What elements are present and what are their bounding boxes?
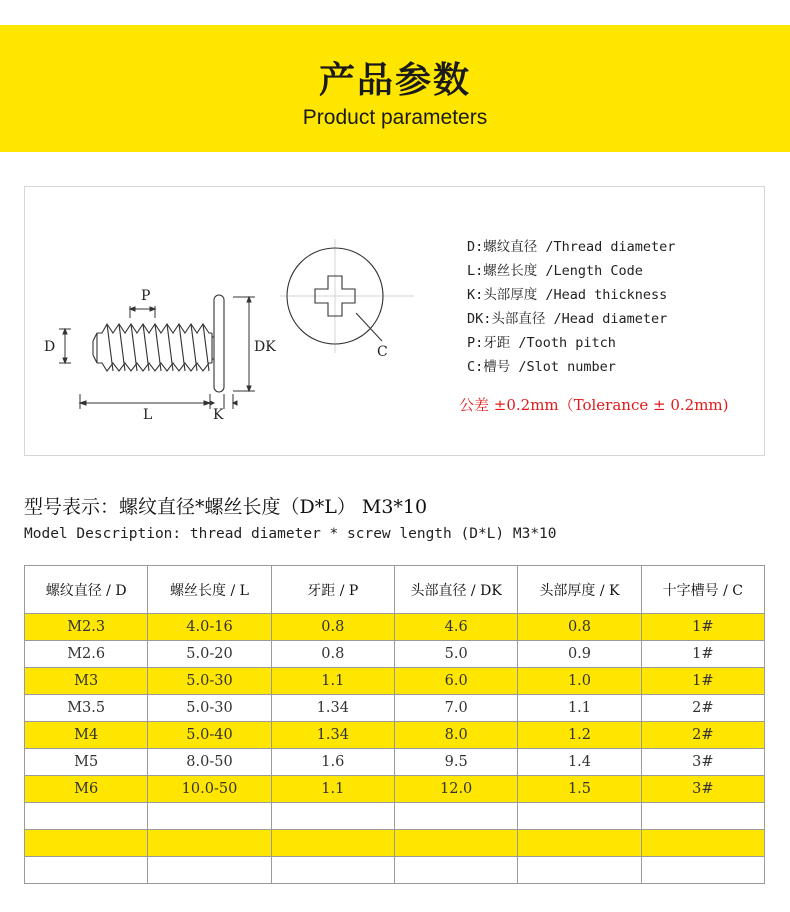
table-cell: M6 — [25, 776, 148, 803]
screw-side-view — [93, 295, 224, 392]
label-c: C — [377, 344, 388, 360]
table-cell: 1.1 — [271, 776, 394, 803]
table-cell: 2# — [641, 695, 764, 722]
table-cell: 1.6 — [271, 749, 394, 776]
table-cell — [394, 857, 517, 884]
table-cell — [271, 830, 394, 857]
model-description-cn: 型号表示：螺纹直径*螺丝长度（D*L） M3*10 — [24, 496, 428, 518]
column-header: 螺纹直径 / D — [25, 566, 148, 614]
table-cell: 9.5 — [394, 749, 517, 776]
tolerance-note: 公差 ±0.2mm（Tolerance ± 0.2mm) — [459, 396, 729, 414]
table-row — [25, 749, 765, 776]
column-header: 螺丝长度 / L — [148, 566, 271, 614]
table-cell — [641, 830, 764, 857]
table-cell: 3# — [641, 776, 764, 803]
screw-diagram-panel — [24, 186, 765, 456]
table-row — [25, 668, 765, 695]
table-cell: 5.0-20 — [148, 641, 271, 668]
table-cell: 5.0 — [394, 641, 517, 668]
table-cell: 3# — [641, 749, 764, 776]
table-cell: 1.4 — [518, 749, 641, 776]
label-k: K — [213, 407, 224, 423]
table-cell: 4.6 — [394, 614, 517, 641]
table-header-row — [25, 566, 765, 614]
table-cell — [518, 803, 641, 830]
table-cell: M3.5 — [25, 695, 148, 722]
table-cell — [25, 857, 148, 884]
table-cell — [641, 803, 764, 830]
legend-item: K:头部厚度 /Head thickness — [467, 287, 668, 303]
table-row — [25, 614, 765, 641]
table-cell: 8.0 — [394, 722, 517, 749]
table-cell: 1# — [641, 641, 764, 668]
table-cell: 1.2 — [518, 722, 641, 749]
table-cell: 1# — [641, 668, 764, 695]
column-header: 头部厚度 / K — [518, 566, 641, 614]
table-cell: 5.0-30 — [148, 695, 271, 722]
table-cell — [148, 803, 271, 830]
table-row — [25, 722, 765, 749]
table-cell: 5.0-30 — [148, 668, 271, 695]
table-cell — [271, 857, 394, 884]
legend-item: D:螺纹直径 /Thread diameter — [467, 239, 676, 255]
page-subtitle: Product parameters — [302, 106, 488, 129]
table-cell: 0.8 — [271, 614, 394, 641]
legend-item: C:槽号 /Slot number — [467, 359, 616, 375]
table-cell: 0.8 — [271, 641, 394, 668]
table-body — [25, 614, 765, 884]
table-cell: 8.0-50 — [148, 749, 271, 776]
table-cell — [518, 830, 641, 857]
column-header: 头部直径 / DK — [394, 566, 517, 614]
table-cell: 10.0-50 — [148, 776, 271, 803]
table-cell: M4 — [25, 722, 148, 749]
table-cell: 6.0 — [394, 668, 517, 695]
table-cell — [25, 803, 148, 830]
table-cell — [148, 830, 271, 857]
table-row — [25, 803, 765, 830]
table-row — [25, 776, 765, 803]
spec-table — [24, 565, 765, 884]
table-cell: 12.0 — [394, 776, 517, 803]
table-cell — [394, 803, 517, 830]
table-cell: M2.3 — [25, 614, 148, 641]
column-header: 十字槽号 / C — [641, 566, 764, 614]
table-cell: 0.9 — [518, 641, 641, 668]
table-cell: M3 — [25, 668, 148, 695]
table-cell: 7.0 — [394, 695, 517, 722]
table-cell: 4.0-16 — [148, 614, 271, 641]
label-p: P — [141, 288, 151, 304]
table-cell — [641, 857, 764, 884]
table-cell — [271, 803, 394, 830]
table-row — [25, 695, 765, 722]
table-cell — [148, 857, 271, 884]
table-cell: 1.5 — [518, 776, 641, 803]
label-l: L — [143, 407, 153, 423]
legend-item: DK:头部直径 /Head diameter — [467, 311, 668, 327]
column-header: 牙距 / P — [271, 566, 394, 614]
table-row — [25, 830, 765, 857]
table-cell: 0.8 — [518, 614, 641, 641]
table-cell: M2.6 — [25, 641, 148, 668]
screw-head-top-view — [280, 239, 414, 353]
table-cell: 2# — [641, 722, 764, 749]
label-d: D — [44, 339, 56, 355]
legend-item: P:牙距 /Tooth pitch — [467, 335, 616, 351]
table-cell: 1.34 — [271, 722, 394, 749]
table-cell: 1.0 — [518, 668, 641, 695]
table-cell — [25, 830, 148, 857]
table-cell: 1# — [641, 614, 764, 641]
legend-item: L:螺丝长度 /Length Code — [467, 263, 643, 279]
label-dk: DK — [254, 339, 276, 355]
page-title: 产品参数 — [318, 60, 471, 101]
dimension-lines — [59, 297, 255, 409]
table-cell: 1.34 — [271, 695, 394, 722]
table-cell: 5.0-40 — [148, 722, 271, 749]
table-cell: 1.1 — [271, 668, 394, 695]
header-banner — [0, 25, 790, 152]
table-cell — [518, 857, 641, 884]
table-cell: M5 — [25, 749, 148, 776]
table-row — [25, 857, 765, 884]
model-description-en: Model Description: thread diameter * screw length (D*L) M3*10 — [24, 526, 557, 542]
table-row — [25, 641, 765, 668]
table-cell: 1.1 — [518, 695, 641, 722]
dimension-legend — [467, 235, 675, 379]
table-cell — [394, 830, 517, 857]
